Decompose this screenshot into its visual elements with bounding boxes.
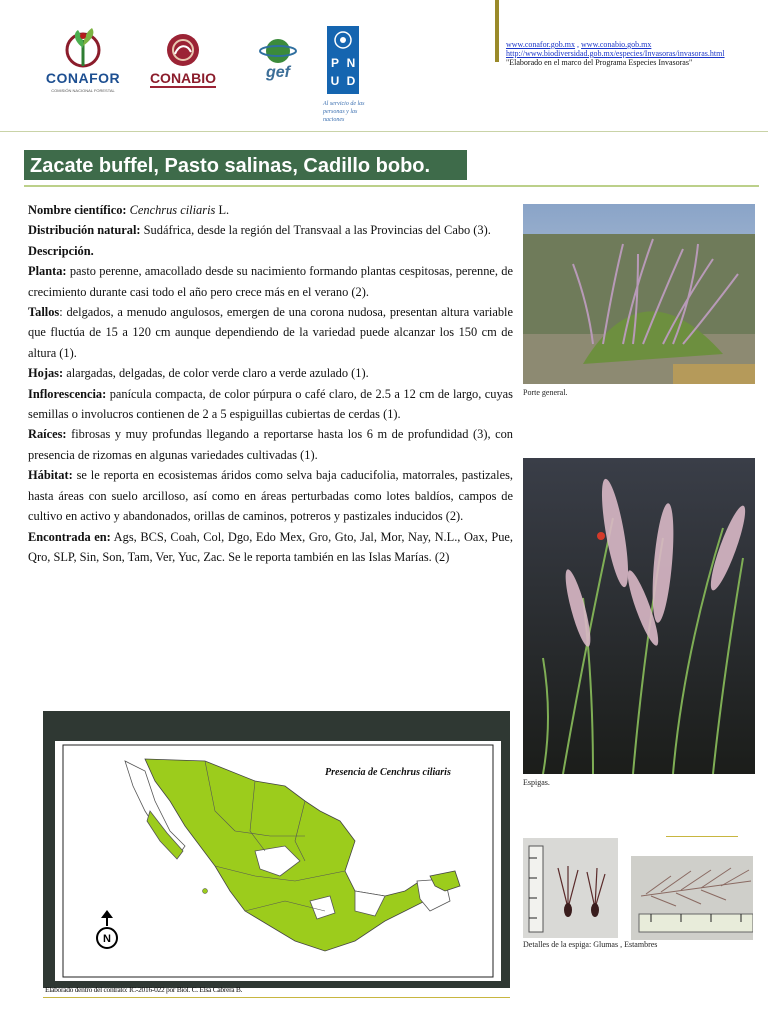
header-divider <box>0 131 768 132</box>
distribution-label: Distribución natural: <box>28 223 141 238</box>
photo-spikes <box>523 458 755 774</box>
plant-paragraph <box>28 261 513 302</box>
caption-photo2: Espigas. <box>523 778 550 787</box>
photo-stamens <box>631 856 753 940</box>
photo-accent-rule <box>666 836 738 837</box>
stems-label: Tallos <box>28 305 60 320</box>
stamens-image <box>631 856 753 940</box>
roots-label: Raíces: <box>28 427 67 442</box>
found-in-label: Encontrada en: <box>28 529 111 544</box>
conafor-subtitle: COMISIÓN NACIONAL FORESTAL <box>51 88 115 93</box>
leaves-paragraph <box>28 363 513 383</box>
glumes-image <box>523 838 618 938</box>
habitat-label: Hábitat: <box>28 468 73 483</box>
conabio-underline <box>150 86 216 88</box>
gef-logo <box>258 36 298 66</box>
leaves-text: alargadas, delgadas, de color verde claro a verde azulado (1). <box>63 366 369 381</box>
photo-glumes <box>523 838 618 938</box>
inflorescence-paragraph <box>28 384 513 425</box>
plant-text: pasto perenne, amacollado desde su nacimiento formando plantas cespitosas, perenne, de crecimiento durante casi todo el año pero crece más en el verano (2). <box>28 264 513 299</box>
pnud-letter-p: P <box>330 56 339 70</box>
distribution-text: Sudáfrica, desde la región del Transvaal a las Provincias del Cabo (3). <box>140 223 491 238</box>
caption-photo3: Detalles de la espiga: Glumas , Estambres <box>523 940 658 949</box>
conabio-logo-text: CONABIO <box>149 70 217 86</box>
scientific-name-paragraph <box>28 200 513 220</box>
plant-label: Planta: <box>28 264 67 279</box>
header-links <box>506 40 756 67</box>
gef-globe-icon <box>258 36 298 66</box>
roots-text: fibrosas y muy profundas llegando a reportarse hasta los 6 m de profundidad (3), con presencia de rizomas en algunas variedades cultivadas (1). <box>28 427 513 462</box>
map-title-prefix: Presencia de <box>325 767 380 778</box>
distribution-map <box>55 741 501 981</box>
title-underline <box>24 185 759 187</box>
scientific-name-label: Nombre científico: <box>28 203 127 217</box>
found-in-paragraph <box>28 527 513 568</box>
credits-text: Elaborado dentro del contrato: IC-2016-022 por Biol. C. Elsa Cabrera B. <box>45 985 243 994</box>
map-title-species: Cenchrus ciliaris <box>380 767 451 778</box>
caption-photo1: Porte general. <box>523 388 568 397</box>
pnud-logo <box>327 26 359 94</box>
map-islas-marias <box>203 889 208 894</box>
conabio-link[interactable]: www.conabio.gob.mx <box>581 40 652 49</box>
grass-clump-image <box>523 204 755 384</box>
leaves-label: Hojas: <box>28 366 64 381</box>
distribution-paragraph <box>28 220 513 240</box>
spikes-night-image <box>523 458 755 774</box>
roots-paragraph <box>28 424 513 465</box>
habitat-paragraph <box>28 465 513 526</box>
description-heading: Descripción. <box>28 243 94 258</box>
page-title: Zacate buffel, Pasto salinas, Cadillo bobo. <box>30 155 431 177</box>
pnud-letter-u: U <box>330 74 340 88</box>
conafor-link[interactable]: www.conafor.gob.mx <box>506 40 576 49</box>
inflorescence-label: Inflorescencia: <box>28 386 107 401</box>
habitat-text: se le reporta en ecosistemas áridos como selva baja caducifolia, matorrales, pastizales, hasta áreas con suelo arcilloso, así como en áreas perturbadas como lotes baldíos, campos de cultivo en activo y abandonados, orillas de caminos, potreros y pastizales inducidos (2). <box>28 468 513 524</box>
credits-rule <box>43 997 510 998</box>
un-emblem-icon <box>333 30 353 50</box>
scientific-name: Cenchrus ciliaris <box>129 203 216 217</box>
stems-paragraph <box>28 302 513 363</box>
header-accent-bar <box>495 0 499 62</box>
pnud-letter-d: D <box>346 74 356 88</box>
stems-text: : delgados, a menudo angulosos, emergen de una corona nudosa, presentan altura variable que fluctúa de 15 a 120 cm aunque dependiendo de la variedad puede alcanzar los 150 cm de altura (1). <box>28 305 513 360</box>
scientific-author: L. <box>215 203 230 217</box>
conafor-logo-text: CONAFOR <box>45 70 121 86</box>
gef-logo-text: gef <box>266 64 290 81</box>
north-label: N <box>103 933 111 945</box>
conabio-emblem-icon <box>165 32 201 68</box>
program-note: "Elaborado en el marco del Programa Especies Invasoras" <box>506 58 693 67</box>
map-title <box>325 767 451 778</box>
biodiversidad-link[interactable]: http://www.biodiversidad.gob.mx/especies/Invasoras/invasoras.html <box>506 49 725 58</box>
pnud-caption: Al servicio de las personas y las naciones <box>323 101 365 123</box>
conabio-logo <box>165 32 201 68</box>
link-separator: , <box>575 40 582 49</box>
conafor-emblem-icon <box>42 24 124 70</box>
inflorescence-text: panícula compacta, de color púrpura o café claro, de 2.5 a 12 cm de largo, cuyas semillas o involucros contienen de 2 a 5 espiguillas cubiertas de cerdas (1). <box>28 386 513 422</box>
description-heading-paragraph <box>28 241 513 261</box>
description-text <box>28 200 513 567</box>
photo-general-habit <box>523 204 755 384</box>
found-in-text: Ags, BCS, Coah, Col, Dgo, Edo Mex, Gro, Gto, Jal, Mor, Nay, N.L., Oax, Pue, Qro, SLP, Sin, Son, Tam, Ver, Yuc, Zac. Se le reporta también en las Islas Marías. (2) <box>28 529 514 564</box>
pnud-letter-n: N <box>346 56 356 70</box>
